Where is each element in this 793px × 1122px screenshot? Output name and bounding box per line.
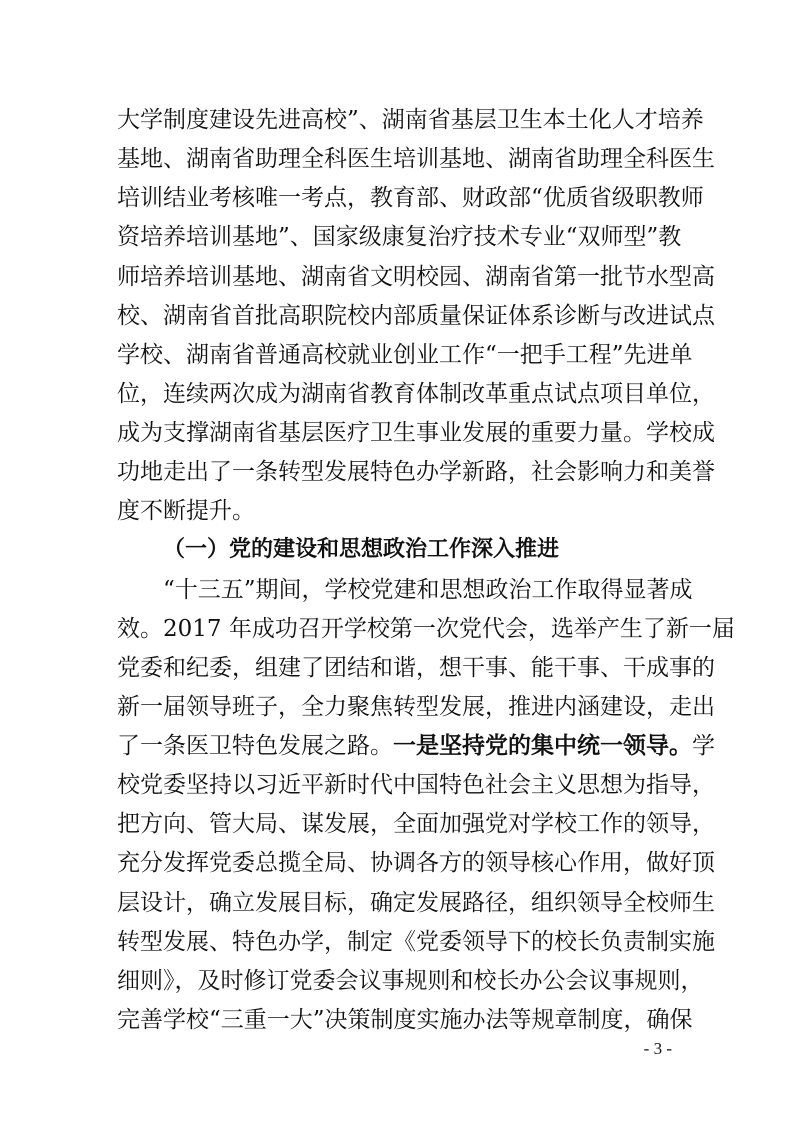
mixed-emphasis-line: [117, 731, 715, 761]
paragraph-line-7: 学校、湖南省普通高校就业创业工作“一把手工程”先进单: [117, 342, 693, 368]
page-number: - 3 -: [643, 1039, 672, 1058]
paragraph-line-8: 位，连续两次成为湖南省教育体制改革重点试点项目单位，: [117, 381, 715, 407]
paragraph-line-3: 培训结业考核唯一考点，教育部、财政部“优质省级职教师: [117, 185, 704, 211]
mixed-line-regular-end: 学: [692, 733, 715, 759]
paragraph-line-4: 资培养培训基地”、国家级康复治疗技术专业“双师型”教: [117, 224, 682, 250]
section-line-10: 细则》，及时修订党委会议事规则和校长办公会议事规则，: [117, 968, 704, 994]
section-line-9: 转型发展、特色办学，制定《党委领导下的校长负责制实施: [117, 929, 715, 955]
paragraph-line-11: 度不断提升。: [117, 498, 255, 524]
section-line-11: 完善学校“三重一大”决策制度实施办法等规章制度，确保: [117, 1007, 693, 1033]
paragraph-line-9: 成为支撑湖南省基层医疗卫生事业发展的重要力量。学校成: [117, 420, 715, 446]
paragraph-line-10: 功地走出了一条转型发展特色办学新路，社会影响力和美誉: [117, 459, 715, 485]
paragraph-line-1: 大学制度建设先进高校”、湖南省基层卫生本土化人才培养: [117, 107, 704, 133]
emphasized-point: 一是坚持党的集中统一领导。: [393, 733, 692, 759]
section-line-4: 新一届领导班子，全力聚焦转型发展，推进内涵建设，走出: [117, 694, 715, 720]
section-line-5: 校党委坚持以习近平新时代中国特色社会主义思想为指导，: [117, 772, 715, 798]
mixed-line-regular-start: 了一条医卫特色发展之路。: [117, 733, 393, 759]
section-line-1: “十三五”期间，学校党建和思想政治工作取得显著成: [163, 577, 693, 603]
paragraph-line-5: 师培养培训基地、湖南省文明校园、湖南省第一批节水型高: [117, 264, 715, 290]
section-line-7: 充分发挥党委总揽全局、协调各方的领导核心作用，做好顶: [117, 850, 715, 876]
section-line-8: 层设计，确立发展目标，确定发展路径，组织领导全校师生: [117, 890, 715, 916]
section-line-2: 效。2017 年成功召开学校第一次党代会，选举产生了新一届: [117, 616, 735, 642]
paragraph-line-6: 校、湖南省首批高职院校内部质量保证体系诊断与改进试点: [117, 303, 715, 329]
section-heading: （一）党的建设和思想政治工作深入推进: [163, 537, 560, 562]
section-line-6: 把方向、管大局、谋发展，全面加强党对学校工作的领导，: [117, 811, 715, 837]
section-line-3: 党委和纪委，组建了团结和谐，想干事、能干事、干成事的: [117, 655, 715, 681]
paragraph-line-2: 基地、湖南省助理全科医生培训基地、湖南省助理全科医生: [117, 146, 715, 172]
